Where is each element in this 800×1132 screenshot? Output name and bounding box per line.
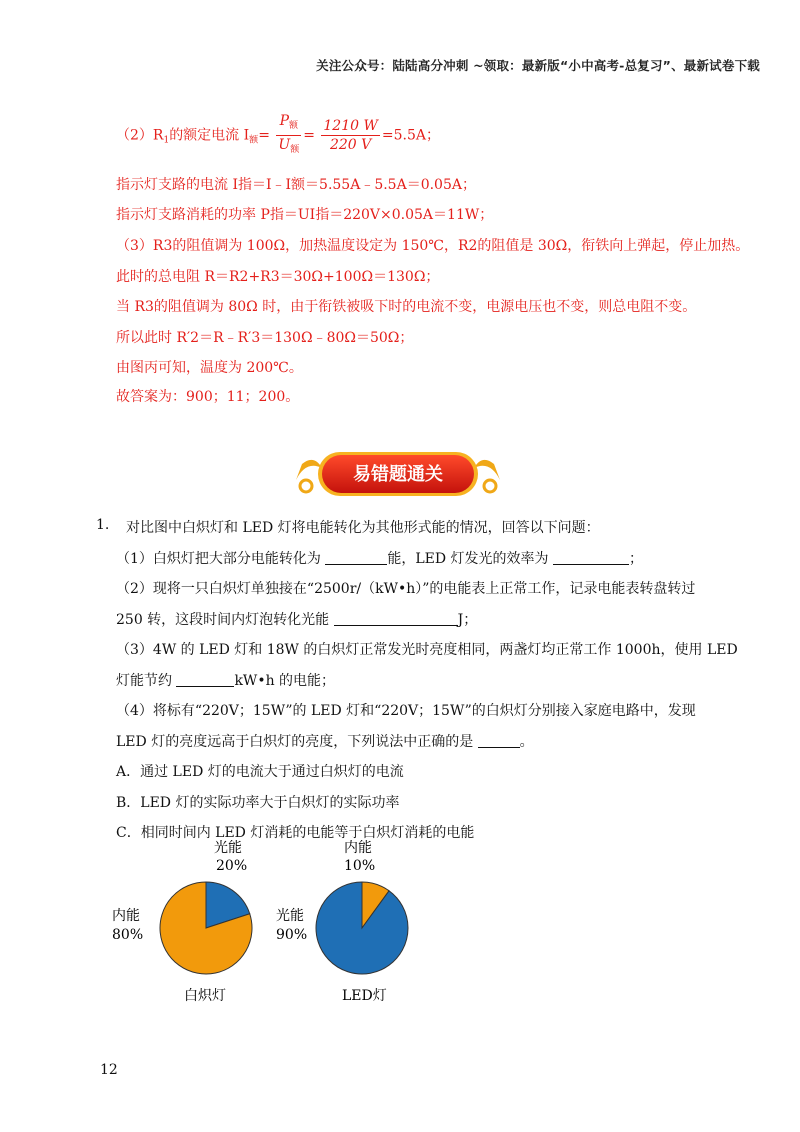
text: J； [457,612,478,628]
text: 灯能节约 [116,673,177,689]
question-number: 1. [96,517,110,533]
solution-line: 指示灯支路消耗的功率 P指＝UI指＝220V×0.05A＝11W； [116,207,494,223]
solution-line: 指示灯支路的电流 I指＝I﹣I额＝5.55A﹣5.5A＝0.05A； [116,177,476,193]
solution-line: 当 R3的阻值调为 80Ω 时，由于衔铁被吸下时的电流不变，电源电压也不变，则总电阻不变。 [116,299,697,315]
option-a: A．通过 LED 灯的电流大于通过白炽灯的电流 [116,764,404,780]
text: （1）白炽灯把大部分电能转化为 [116,551,326,567]
text: 。 [519,734,534,750]
pie2-title: LED灯 [342,988,387,1004]
text: （2）R [116,127,164,144]
pie1-title: 白炽灯 [184,988,226,1004]
solution-line: 所以此时 R′2＝R﹣R′3＝130Ω﹣80Ω＝50Ω； [116,330,414,346]
question-part-2b [116,609,477,629]
pie1-label-light-pct: 20% [216,858,248,874]
numerator: P [279,113,289,129]
subscript: 额 [249,135,259,146]
answer-blank[interactable] [325,550,387,565]
question-stem: 对比图中白炽灯和 LED 灯将电能转化为其他形式能的情况，回答以下问题： [126,520,600,536]
numerator: 1210 W [323,118,378,134]
pie2-label-light-pct: 90% [276,927,308,943]
solution-line: （3）R3的阻值调为 100Ω，加热温度设定为 150℃，R2的阻值是 30Ω，衔铁向上弹起，停止加热。 [116,238,750,254]
text: 能，LED 灯发光的效率为 [387,551,554,567]
pie1-label-light: 光能 [214,840,242,856]
solution-line: 此时的总电阻 R＝R2+R3＝30Ω+100Ω＝130Ω； [116,269,440,285]
answer-blank[interactable] [478,733,520,748]
pie1-label-heat-pct: 80% [112,927,144,943]
page-header: 关注公众号：陆陆高分冲刺 ~领取：最新版“小中高考-总复习”、最新试卷下载 [316,58,760,73]
answer-blank[interactable] [334,611,458,626]
subscript: 额 [288,121,298,131]
text: LED 灯的亮度远高于白炽灯的亮度，下列说法中正确的是 [116,734,478,750]
solution-line-1 [116,112,440,159]
page-number: 12 [100,1062,118,1078]
text: kW•h 的电能； [234,673,336,689]
pie1-label-heat: 内能 [112,908,140,924]
subscript: 额 [290,145,300,155]
text: =5.5A； [381,127,440,144]
banner-title: 易错题通关 [353,464,443,485]
denominator: U [278,137,291,153]
equals: = [303,127,315,144]
section-banner [292,446,504,502]
question-part-1 [116,548,643,568]
fraction-power-over-voltage [276,112,301,159]
answer-blank[interactable] [553,550,629,565]
equals: = [258,127,270,144]
option-c: C．相同时间内 LED 灯消耗的电能等于白炽灯消耗的电能 [116,825,475,841]
text: ； [629,551,644,567]
solution-line: 故答案为：900；11；200。 [116,389,300,405]
question-part-3a: （3）4W 的 LED 灯和 18W 的白炽灯正常发光时亮度相同，两盏灯均正常工作 1000h，使用 LED [116,642,738,658]
pie-charts [96,840,436,1010]
pie2-label-heat-pct: 10% [344,858,376,874]
fraction-values [321,117,379,154]
question-part-4b [116,731,534,751]
pie-slice-2-2 [316,882,408,974]
pie2-label-light: 光能 [276,908,304,924]
question-part-2a: （2）现将一只白炽灯单独接在“2500r/（kW•h）”的电能表上正常工作，记录电能表转盘转过 [116,581,696,597]
pie2-label-heat: 内能 [344,840,372,856]
question-part-4a: （4）将标有“220V；15W”的 LED 灯和“220V；15W”的白炽灯分别接入家庭电路中，发现 [116,703,696,719]
option-b: B．LED 灯的实际功率大于白炽灯的实际功率 [116,795,400,811]
text: 250 转，这段时间内灯泡转化光能 [116,612,334,628]
denominator: 220 V [329,137,372,153]
solution-line: 由图丙可知，温度为 200℃。 [116,360,303,376]
pie-chart-incandescent [160,882,252,974]
subscript: 1 [163,135,170,146]
question-part-3b [116,670,335,690]
text: 的额定电流 I [169,127,250,144]
pie-chart-led [316,882,408,974]
answer-blank[interactable] [176,672,234,687]
